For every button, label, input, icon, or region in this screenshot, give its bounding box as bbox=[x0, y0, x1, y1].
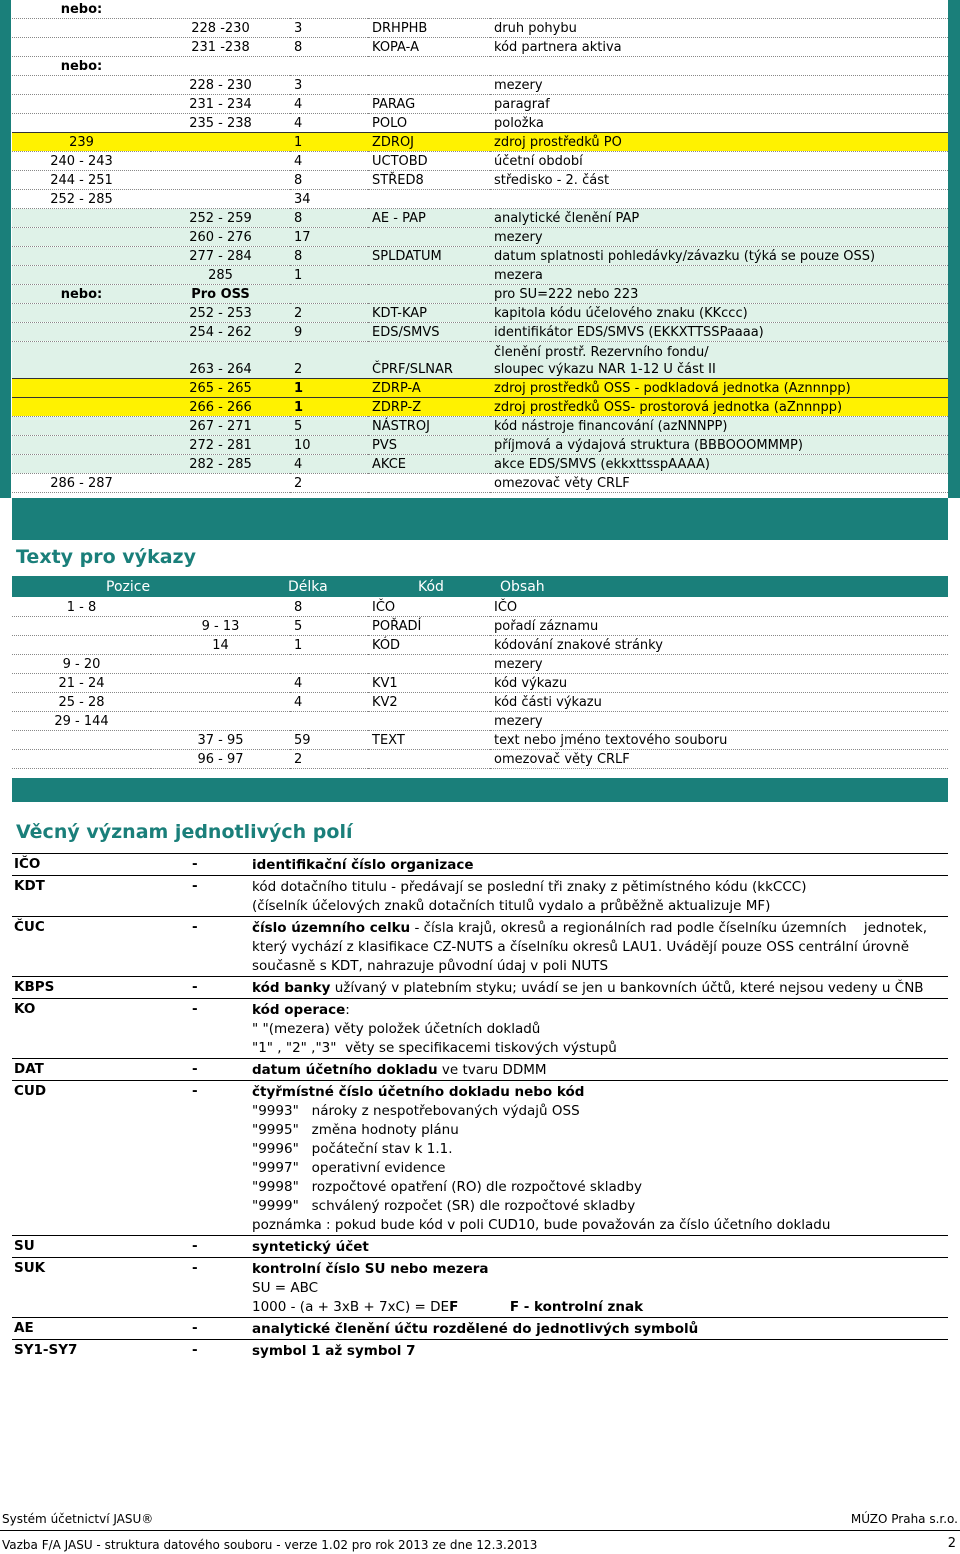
structure-cell-5: položka bbox=[490, 114, 948, 133]
structure-cell-3: 34 bbox=[290, 190, 368, 209]
structure-cell-4 bbox=[368, 285, 490, 304]
definition-key: KBPS bbox=[14, 979, 55, 995]
structure-cell-3: 17 bbox=[290, 228, 368, 247]
structure-row bbox=[12, 247, 948, 266]
structure-row bbox=[12, 114, 948, 133]
texty-cell-5: kódování znakové stránky bbox=[490, 636, 948, 655]
texty-cell-3: 2 bbox=[290, 750, 368, 769]
structure-row bbox=[12, 0, 948, 19]
definition-item bbox=[12, 1339, 948, 1361]
structure-cell-1 bbox=[12, 342, 151, 379]
structure-cell-5: příjmová a výdajová struktura (BBBOOOMMMP) bbox=[490, 436, 948, 455]
structure-cell-2: 231 - 234 bbox=[151, 95, 290, 114]
structure-cell-1 bbox=[12, 436, 151, 455]
definition-key: SY1-SY7 bbox=[14, 1342, 78, 1358]
definition-item bbox=[12, 1058, 948, 1080]
structure-cell-3 bbox=[290, 57, 368, 76]
structure-cell-1 bbox=[12, 379, 151, 398]
texty-title: Texty pro výkazy bbox=[16, 546, 196, 568]
structure-cell-4: POLO bbox=[368, 114, 490, 133]
structure-cell-3 bbox=[290, 0, 368, 19]
texty-cell-2: 14 bbox=[151, 636, 290, 655]
structure-cell-4: AE - PAP bbox=[368, 209, 490, 228]
structure-cell-1: 239 bbox=[12, 133, 151, 152]
definition-line: kontrolní číslo SU nebo mezera bbox=[252, 1261, 489, 1277]
definition-dash: - bbox=[192, 856, 198, 872]
structure-row bbox=[12, 76, 948, 95]
texty-cell-1: 25 - 28 bbox=[12, 693, 151, 712]
structure-cell-2 bbox=[151, 57, 290, 76]
texty-cell-2 bbox=[151, 712, 290, 731]
structure-cell-4: UCTOBD bbox=[368, 152, 490, 171]
structure-cell-5 bbox=[490, 342, 948, 379]
texty-cell-1 bbox=[12, 731, 151, 750]
structure-cell-4: KDT-KAP bbox=[368, 304, 490, 323]
structure-row bbox=[12, 455, 948, 474]
texty-row bbox=[12, 655, 948, 674]
definition-line: symbol 1 až symbol 7 bbox=[252, 1343, 416, 1359]
texty-cell-5: mezery bbox=[490, 712, 948, 731]
structure-cell-3: 3 bbox=[290, 76, 368, 95]
texty-cell-2 bbox=[151, 674, 290, 693]
definition-line: kód banky užívaný v platebním styku; uvádí se jen u bankovních účtů, které nejsou vedeny u ČNB bbox=[252, 980, 924, 996]
structure-row bbox=[12, 436, 948, 455]
structure-cell-3: 4 bbox=[290, 114, 368, 133]
structure-cell-4: PARAG bbox=[368, 95, 490, 114]
structure-cell-2: 260 - 276 bbox=[151, 228, 290, 247]
structure-cell-5: středisko - 2. část bbox=[490, 171, 948, 190]
definition-key: SU bbox=[14, 1238, 35, 1254]
texty-cell-2 bbox=[151, 655, 290, 674]
structure-cell-2: 277 - 284 bbox=[151, 247, 290, 266]
structure-cell-4: ZDRP-Z bbox=[368, 398, 490, 417]
definition-dash: - bbox=[192, 1001, 198, 1017]
structure-cell-3: 1 bbox=[290, 398, 368, 417]
structure-row bbox=[12, 266, 948, 285]
structure-cell-3: 8 bbox=[290, 38, 368, 57]
texty-row bbox=[12, 693, 948, 712]
structure-cell-1 bbox=[12, 417, 151, 436]
structure-cell-3: 5 bbox=[290, 417, 368, 436]
texty-cell-3: 4 bbox=[290, 674, 368, 693]
header-obsah: Obsah bbox=[500, 579, 545, 595]
texty-cell-2 bbox=[151, 598, 290, 617]
structure-cell-3: 2 bbox=[290, 474, 368, 493]
structure-row bbox=[12, 133, 948, 152]
texty-cell-5: pořadí záznamu bbox=[490, 617, 948, 636]
structure-cell-5: akce EDS/SMVS (ekkxttsspAAAA) bbox=[490, 455, 948, 474]
structure-cell-3: 4 bbox=[290, 152, 368, 171]
definition-dash: - bbox=[192, 1260, 198, 1276]
definition-key: KO bbox=[14, 1001, 36, 1017]
definition-item bbox=[12, 998, 948, 1058]
texty-cell-1: 9 - 20 bbox=[12, 655, 151, 674]
structure-cell-1: 286 - 287 bbox=[12, 474, 151, 493]
definition-line: "9996" počáteční stav k 1.1. bbox=[252, 1141, 453, 1157]
definition-key: IČO bbox=[14, 856, 41, 872]
definition-line: čtyřmístné číslo účetního dokladu nebo kód bbox=[252, 1084, 585, 1100]
structure-cell-5: pro SU=222 nebo 223 bbox=[490, 285, 948, 304]
structure-cell-4 bbox=[368, 266, 490, 285]
structure-cell-1 bbox=[12, 209, 151, 228]
structure-cell-4: ZDRP-A bbox=[368, 379, 490, 398]
structure-cell-2: 228 - 230 bbox=[151, 76, 290, 95]
structure-cell-2: 263 - 264 bbox=[151, 342, 290, 379]
structure-cell-1: 252 - 285 bbox=[12, 190, 151, 209]
texty-cell-1 bbox=[12, 750, 151, 769]
definition-line: "9997" operativní evidence bbox=[252, 1160, 446, 1176]
structure-cell-2: 285 bbox=[151, 266, 290, 285]
structure-cell-2: 231 -238 bbox=[151, 38, 290, 57]
structure-row bbox=[12, 474, 948, 493]
structure-table bbox=[12, 0, 948, 493]
structure-cell-2 bbox=[151, 171, 290, 190]
definition-line: "9995" změna hodnoty plánu bbox=[252, 1122, 459, 1138]
definition-value bbox=[252, 977, 948, 998]
structure-cell-5: paragraf bbox=[490, 95, 948, 114]
structure-cell-1 bbox=[12, 247, 151, 266]
structure-cell-2: 235 - 238 bbox=[151, 114, 290, 133]
structure-row bbox=[12, 228, 948, 247]
texty-row bbox=[12, 750, 948, 769]
definition-line: identifikační číslo organizace bbox=[252, 857, 474, 873]
structure-cell-2 bbox=[151, 474, 290, 493]
structure-cell-1 bbox=[12, 304, 151, 323]
texty-cell-3: 1 bbox=[290, 636, 368, 655]
structure-cell-1: 240 - 243 bbox=[12, 152, 151, 171]
section-divider-2 bbox=[12, 778, 948, 802]
texty-cell-5: kód části výkazu bbox=[490, 693, 948, 712]
structure-cell-3: 9 bbox=[290, 323, 368, 342]
structure-cell-2: 254 - 262 bbox=[151, 323, 290, 342]
structure-cell-1: 244 - 251 bbox=[12, 171, 151, 190]
definition-dash: - bbox=[192, 979, 198, 995]
texty-cell-4: IČO bbox=[368, 598, 490, 617]
structure-cell-5: zdroj prostředků OSS - podkladová jednotka (Aznnnpp) bbox=[490, 379, 948, 398]
structure-cell-3: 1 bbox=[290, 266, 368, 285]
structure-cell-2 bbox=[151, 0, 290, 19]
structure-cell-1 bbox=[12, 114, 151, 133]
structure-row bbox=[12, 152, 948, 171]
definition-line: " "(mezera) věty položek účetních dokladů bbox=[252, 1021, 541, 1037]
section-divider bbox=[12, 498, 948, 540]
structure-cell-1 bbox=[12, 323, 151, 342]
definition-dash: - bbox=[192, 878, 198, 894]
structure-row bbox=[12, 19, 948, 38]
definition-dash: - bbox=[192, 919, 198, 935]
footer-doc-title: Vazba F/A JASU - struktura datového souboru - verze 1.02 pro rok 2013 ze dne 12.3.2013 bbox=[2, 1538, 538, 1552]
texty-cell-4: KV2 bbox=[368, 693, 490, 712]
definition-line: SU = ABC bbox=[252, 1280, 319, 1296]
texty-cell-1 bbox=[12, 617, 151, 636]
footer-divider bbox=[0, 1530, 960, 1531]
definition-dash: - bbox=[192, 1342, 198, 1358]
structure-cell-5 bbox=[490, 190, 948, 209]
structure-cell-2: 252 - 253 bbox=[151, 304, 290, 323]
structure-cell-1 bbox=[12, 76, 151, 95]
definition-item bbox=[12, 916, 948, 976]
structure-cell-5: druh pohybu bbox=[490, 19, 948, 38]
structure-cell-4 bbox=[368, 228, 490, 247]
definition-line: syntetický účet bbox=[252, 1239, 369, 1255]
texty-cell-3 bbox=[290, 712, 368, 731]
definition-line: "1" , "2" ,"3" věty se specifikacemi tiskových výstupů bbox=[252, 1040, 617, 1056]
structure-cell-5: mezery bbox=[490, 228, 948, 247]
definition-line: poznámka : pokud bude kód v poli CUD10, bude považován za číslo účetního dokladu bbox=[252, 1217, 831, 1233]
structure-cell-5: účetní období bbox=[490, 152, 948, 171]
page-number: 2 bbox=[947, 1536, 956, 1551]
definition-value bbox=[252, 1258, 948, 1317]
texty-cell-5: omezovač věty CRLF bbox=[490, 750, 948, 769]
structure-row bbox=[12, 323, 948, 342]
structure-cell-1 bbox=[12, 95, 151, 114]
structure-cell-1: nebo: bbox=[12, 0, 151, 19]
structure-cell-4: ČPRF/SLNAR bbox=[368, 342, 490, 379]
structure-cell-4 bbox=[368, 0, 490, 19]
definition-line: číslo územního celku - čísla krajů, okresů a regionálních rad podle číselníku územních jednotek, bbox=[252, 920, 928, 936]
definition-line: kód dotačního titulu - předávají se poslední tři znaky z pětimístného kódu (kkCCC) bbox=[252, 879, 807, 895]
structure-cell-3: 8 bbox=[290, 171, 368, 190]
structure-cell-5: kapitola kódu účelového znaku (KKccc) bbox=[490, 304, 948, 323]
structure-cell-4 bbox=[368, 190, 490, 209]
definition-value bbox=[252, 999, 948, 1058]
structure-cell-5: datum splatnosti pohledávky/závazku (týká se pouze OSS) bbox=[490, 247, 948, 266]
definition-value bbox=[252, 1236, 948, 1257]
structure-cell-5: mezera bbox=[490, 266, 948, 285]
texty-row bbox=[12, 674, 948, 693]
footer-company: MÚZO Praha s.r.o. bbox=[850, 1512, 958, 1526]
structure-cell-2: 252 - 259 bbox=[151, 209, 290, 228]
structure-table-container bbox=[12, 0, 948, 493]
definition-item bbox=[12, 1080, 948, 1235]
definition-line: 1000 - (a + 3xB + 7xC) = DEF F - kontrolní znak bbox=[252, 1299, 644, 1315]
structure-cell-2 bbox=[151, 152, 290, 171]
definition-key: SUK bbox=[14, 1260, 46, 1276]
definition-line: datum účetního dokladu ve tvaru DDMM bbox=[252, 1062, 547, 1078]
structure-cell-1: nebo: bbox=[12, 285, 151, 304]
texty-cell-4 bbox=[368, 712, 490, 731]
structure-row bbox=[12, 398, 948, 417]
cell-line: členění prostř. Rezervního fondu/ bbox=[494, 345, 709, 360]
definition-line: (číselník účelových znaků dotačních titulů vydalo a průběžně aktualizuje MF) bbox=[252, 898, 771, 914]
texty-cell-1 bbox=[12, 636, 151, 655]
definition-value bbox=[252, 876, 948, 916]
definition-value bbox=[252, 1081, 948, 1235]
structure-cell-5: analytické členění PAP bbox=[490, 209, 948, 228]
texty-cell-2: 37 - 95 bbox=[151, 731, 290, 750]
definition-line: "9993" nároky z nespotřebovaných výdajů OSS bbox=[252, 1103, 580, 1119]
structure-row bbox=[12, 342, 948, 379]
texty-cell-4 bbox=[368, 655, 490, 674]
definition-item bbox=[12, 875, 948, 916]
definition-value bbox=[252, 1340, 948, 1361]
texty-row bbox=[12, 636, 948, 655]
structure-cell-1 bbox=[12, 19, 151, 38]
structure-row bbox=[12, 171, 948, 190]
texty-cell-2 bbox=[151, 693, 290, 712]
texty-header bbox=[12, 576, 948, 597]
definition-dash: - bbox=[192, 1061, 198, 1077]
structure-cell-2: 265 - 265 bbox=[151, 379, 290, 398]
structure-cell-5 bbox=[490, 0, 948, 19]
texty-cell-3: 59 bbox=[290, 731, 368, 750]
structure-cell-4 bbox=[368, 76, 490, 95]
structure-cell-1 bbox=[12, 38, 151, 57]
definition-line: současně s KDT, nahrazuje původní údaj v poli NUTS bbox=[252, 958, 609, 974]
structure-row bbox=[12, 57, 948, 76]
texty-cell-5: kód výkazu bbox=[490, 674, 948, 693]
structure-row bbox=[12, 190, 948, 209]
definition-key: KDT bbox=[14, 878, 45, 894]
structure-cell-3 bbox=[290, 285, 368, 304]
definition-dash: - bbox=[192, 1238, 198, 1254]
structure-cell-5: zdroj prostředků PO bbox=[490, 133, 948, 152]
structure-cell-5: kód nástroje financování (azNNNPP) bbox=[490, 417, 948, 436]
structure-cell-2 bbox=[151, 133, 290, 152]
structure-cell-5: mezery bbox=[490, 76, 948, 95]
structure-row bbox=[12, 95, 948, 114]
definition-item bbox=[12, 853, 948, 875]
definition-key: AE bbox=[14, 1320, 34, 1336]
structure-cell-3: 8 bbox=[290, 209, 368, 228]
structure-cell-5: identifikátor EDS/SMVS (EKKXTTSSPaaaa) bbox=[490, 323, 948, 342]
structure-cell-4: SPLDATUM bbox=[368, 247, 490, 266]
structure-cell-2: 267 - 271 bbox=[151, 417, 290, 436]
footer-system: Systém účetnictví JASU® bbox=[2, 1512, 154, 1526]
structure-cell-3: 2 bbox=[290, 304, 368, 323]
structure-cell-3: 2 bbox=[290, 342, 368, 379]
texty-cell-1: 1 - 8 bbox=[12, 598, 151, 617]
structure-cell-4: NÁSTROJ bbox=[368, 417, 490, 436]
texty-row bbox=[12, 712, 948, 731]
structure-cell-1 bbox=[12, 455, 151, 474]
definition-value bbox=[252, 1318, 948, 1339]
texty-row bbox=[12, 731, 948, 750]
structure-cell-5: zdroj prostředků OSS- prostorová jednotka (aZnnnpp) bbox=[490, 398, 948, 417]
texty-cell-2: 9 - 13 bbox=[151, 617, 290, 636]
structure-cell-2: 282 - 285 bbox=[151, 455, 290, 474]
definition-value bbox=[252, 1059, 948, 1080]
structure-cell-3: 3 bbox=[290, 19, 368, 38]
structure-cell-4: DRHPHB bbox=[368, 19, 490, 38]
structure-cell-4 bbox=[368, 57, 490, 76]
structure-cell-5 bbox=[490, 57, 948, 76]
structure-cell-4: AKCE bbox=[368, 455, 490, 474]
definition-key: CUD bbox=[14, 1083, 47, 1099]
texty-cell-3: 5 bbox=[290, 617, 368, 636]
structure-cell-3: 1 bbox=[290, 133, 368, 152]
texty-row bbox=[12, 617, 948, 636]
structure-cell-4: ZDROJ bbox=[368, 133, 490, 152]
structure-cell-1 bbox=[12, 266, 151, 285]
definition-item bbox=[12, 976, 948, 998]
header-delka: Délka bbox=[288, 579, 328, 595]
structure-cell-2: 228 -230 bbox=[151, 19, 290, 38]
definition-key: DAT bbox=[14, 1061, 44, 1077]
texty-cell-2: 96 - 97 bbox=[151, 750, 290, 769]
texty-table bbox=[12, 598, 948, 769]
structure-cell-2 bbox=[151, 190, 290, 209]
right-margin-bar bbox=[948, 0, 960, 498]
texty-row bbox=[12, 598, 948, 617]
texty-cell-4: KV1 bbox=[368, 674, 490, 693]
structure-row bbox=[12, 209, 948, 228]
cell-line: sloupec výkazu NAR 1-12 U část II bbox=[494, 362, 716, 377]
structure-cell-2: Pro OSS bbox=[151, 285, 290, 304]
definition-item bbox=[12, 1257, 948, 1317]
texty-cell-4: POŘADÍ bbox=[368, 617, 490, 636]
definition-item bbox=[12, 1235, 948, 1257]
structure-cell-3: 4 bbox=[290, 95, 368, 114]
texty-cell-4: KÓD bbox=[368, 636, 490, 655]
definition-item bbox=[12, 1317, 948, 1339]
texty-cell-5: text nebo jméno textového souboru bbox=[490, 731, 948, 750]
texty-cell-3: 8 bbox=[290, 598, 368, 617]
definition-line: kód operace: bbox=[252, 1002, 350, 1018]
definition-value bbox=[252, 854, 948, 875]
definition-dash: - bbox=[192, 1320, 198, 1336]
texty-cell-1: 21 - 24 bbox=[12, 674, 151, 693]
definition-dash: - bbox=[192, 1083, 198, 1099]
vecny-title: Věcný význam jednotlivých polí bbox=[16, 821, 353, 843]
texty-cell-5: mezery bbox=[490, 655, 948, 674]
header-kod: Kód bbox=[418, 579, 444, 595]
texty-cell-3: 4 bbox=[290, 693, 368, 712]
structure-row bbox=[12, 417, 948, 436]
definition-key: ČUC bbox=[14, 919, 45, 935]
structure-cell-3: 10 bbox=[290, 436, 368, 455]
structure-cell-5: omezovač věty CRLF bbox=[490, 474, 948, 493]
structure-cell-5: kód partnera aktiva bbox=[490, 38, 948, 57]
definition-line: analytické členění účtu rozdělené do jednotlivých symbolů bbox=[252, 1321, 699, 1337]
left-margin-bar bbox=[0, 0, 11, 498]
definition-line: "9999" schválený rozpočet (SR) dle rozpočtové skladby bbox=[252, 1198, 636, 1214]
texty-cell-1: 29 - 144 bbox=[12, 712, 151, 731]
structure-cell-4 bbox=[368, 474, 490, 493]
texty-cell-5: IČO bbox=[490, 598, 948, 617]
structure-row bbox=[12, 38, 948, 57]
structure-cell-4: STŘED8 bbox=[368, 171, 490, 190]
definition-line: "9998" rozpočtové opatření (RO) dle rozpočtové skladby bbox=[252, 1179, 642, 1195]
structure-row bbox=[12, 304, 948, 323]
structure-cell-4: KOPA-A bbox=[368, 38, 490, 57]
structure-cell-4: PVS bbox=[368, 436, 490, 455]
structure-cell-1 bbox=[12, 398, 151, 417]
texty-cell-4 bbox=[368, 750, 490, 769]
structure-cell-4: EDS/SMVS bbox=[368, 323, 490, 342]
structure-cell-1: nebo: bbox=[12, 57, 151, 76]
definitions-list bbox=[12, 853, 948, 1361]
definition-value bbox=[252, 917, 948, 976]
header-pozice: Pozice bbox=[106, 579, 151, 595]
structure-row bbox=[12, 379, 948, 398]
structure-cell-1 bbox=[12, 228, 151, 247]
structure-cell-2: 266 - 266 bbox=[151, 398, 290, 417]
definition-line: který vychází z klasifikace CZ-NUTS a číselníku okresů LAU1. Uvádějí pouze OSS centrální úrovně bbox=[252, 939, 910, 955]
structure-cell-3: 1 bbox=[290, 379, 368, 398]
structure-cell-3: 4 bbox=[290, 455, 368, 474]
structure-cell-3: 8 bbox=[290, 247, 368, 266]
structure-row bbox=[12, 285, 948, 304]
texty-cell-4: TEXT bbox=[368, 731, 490, 750]
structure-cell-2: 272 - 281 bbox=[151, 436, 290, 455]
texty-cell-3 bbox=[290, 655, 368, 674]
